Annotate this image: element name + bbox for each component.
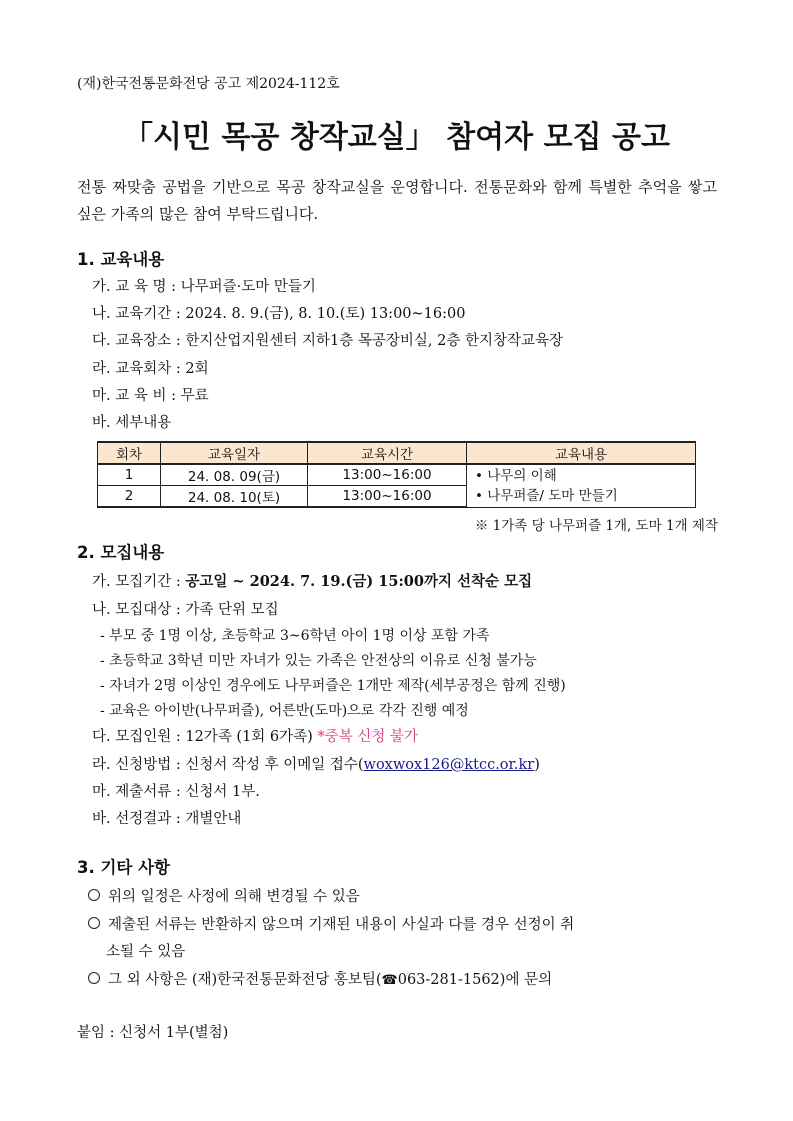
capacity-label: 다. 모집인원 : 12가족 (1회 6가족) [92, 729, 318, 745]
contact-phone: 063-281-1562 [397, 972, 500, 988]
target-detail: - 교육은 아이반(나무퍼즐), 어른반(도마)으로 각각 진행 예정 [100, 703, 469, 719]
header-time: 교육시간 [308, 442, 467, 464]
edu-fee: 마. 교 육 비 : 무료 [92, 388, 209, 404]
cell-time: 13:00~16:00 [308, 486, 467, 508]
content-item: • 나무퍼즐/ 도마 만들기 [475, 487, 618, 504]
other-item [88, 913, 574, 934]
target-detail: - 초등학교 3학년 미만 자녀가 있는 가족은 안전상의 이유로 신청 불가능 [100, 653, 537, 669]
attachment-note: 붙임 : 신청서 1부(별첨) [77, 1025, 229, 1041]
circle-bullet-icon [88, 972, 100, 984]
recruit-capacity [92, 725, 418, 746]
header-content: 교육내용 [467, 442, 696, 464]
edu-place: 다. 교육장소 : 한지산업지원센터 지하1층 목공장비실, 2층 한지창작교육장 [92, 333, 564, 349]
circle-bullet-icon [88, 889, 100, 901]
section-2-heading: 2. 모집내용 [77, 543, 165, 562]
page-title: 「시민 목공 창작교실」 참여자 모집 공고 [123, 120, 670, 155]
recruit-period-label: 가. 모집기간 : [92, 574, 186, 590]
table-note: ※ 1가족 당 나무퍼즐 1개, 도마 1개 제작 [474, 518, 718, 534]
cell-time: 13:00~16:00 [308, 464, 467, 486]
header-round: 회차 [98, 442, 161, 464]
recruit-period [92, 570, 532, 591]
cell-round: 1 [98, 464, 161, 486]
other-item [88, 885, 360, 906]
edu-rounds: 라. 교육회차 : 2회 [92, 361, 209, 377]
content-item: • 나무의 이해 [475, 467, 557, 484]
target-detail: - 부모 중 1명 이상, 초등학교 3~6학년 아이 1명 이상 포함 가족 [100, 628, 490, 644]
contact-item [88, 968, 552, 989]
cell-content [467, 464, 696, 507]
notice-number: (재)한국전통문화전당 공고 제2024-112호 [77, 76, 340, 92]
required-documents: 마. 제출서류 : 신청서 1부. [92, 784, 260, 800]
cell-date: 24. 08. 10(토) [161, 486, 308, 508]
edu-details: 바. 세부내용 [92, 415, 172, 431]
circle-bullet-icon [88, 917, 100, 929]
cell-date: 24. 08. 09(금) [161, 464, 308, 486]
recruit-target: 나. 모집대상 : 가족 단위 모집 [92, 602, 279, 618]
method-label: 라. 신청방법 : 신청서 작성 후 이메일 접수( [92, 757, 364, 773]
target-detail: - 자녀가 2명 이상인 경우에도 나무퍼즐은 1개만 제작(세부공정은 함께 진행) [100, 678, 566, 694]
email-link[interactable]: woxwox126@ktcc.or.kr [363, 757, 535, 773]
method-end: ) [534, 757, 540, 773]
contact-suffix: )에 문의 [499, 972, 553, 988]
recruit-period-value: 공고일 ~ 2024. 7. 19.(금) 15:00까지 선착순 모집 [185, 573, 533, 590]
contact-prefix: 그 외 사항은 (재)한국전통문화전당 홍보팀( [108, 972, 382, 988]
selection-result: 바. 선정결과 : 개별안내 [92, 811, 242, 827]
other-item-continued: 소될 수 있음 [106, 944, 186, 960]
schedule-table [97, 441, 696, 508]
section-1-heading: 1. 교육내용 [77, 250, 165, 269]
cell-round: 2 [98, 486, 161, 508]
apply-method [92, 753, 540, 774]
phone-icon: ☎ [381, 973, 398, 988]
edu-period: 나. 교육기간 : 2024. 8. 9.(금), 8. 10.(토) 13:00~16:00 [92, 306, 466, 322]
section-3-heading: 3. 기타 사항 [77, 858, 170, 877]
edu-name: 가. 교 육 명 : 나무퍼즐·도마 만들기 [92, 279, 316, 295]
table-row [98, 464, 696, 486]
duplicate-warning: *중복 신청 불가 [317, 729, 418, 745]
intro-paragraph: 전통 짜맞춤 공법을 기반으로 목공 창작교실을 운영합니다. 전통문화와 함께 특별한 추억을 쌓고 싶은 가족의 많은 참여 부탁드립니다. [77, 178, 717, 223]
header-date: 교육일자 [161, 442, 308, 464]
table-header-row [98, 442, 696, 464]
other-item-text: 위의 일정은 사정에 의해 변경될 수 있음 [108, 889, 360, 905]
other-item-text: 제출된 서류는 반환하지 않으며 기재된 내용이 사실과 다를 경우 선정이 취 [108, 917, 575, 933]
